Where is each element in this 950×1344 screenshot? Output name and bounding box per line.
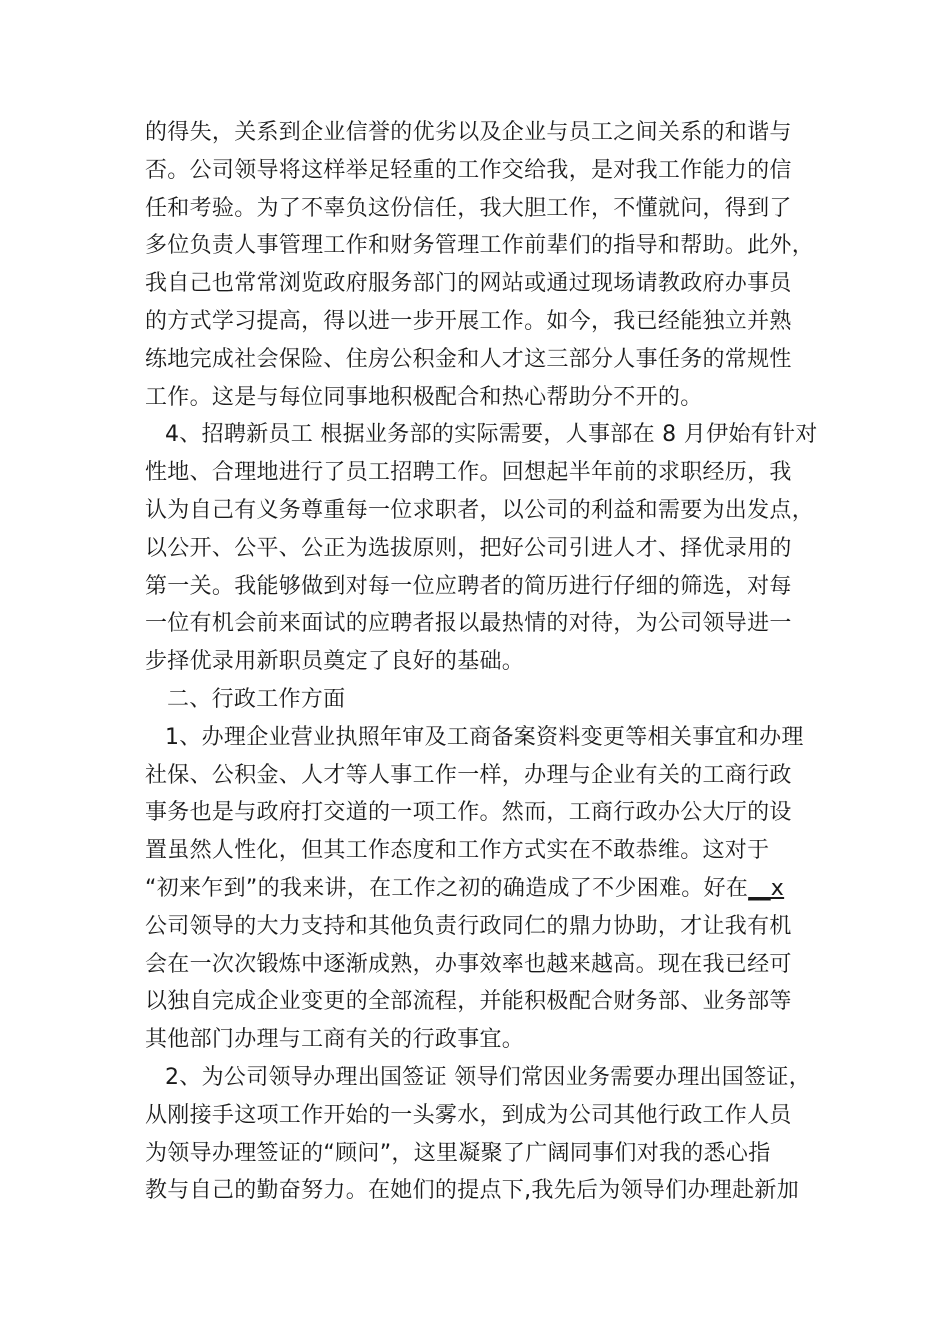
text-line: 其他部门办理与工商有关的行政事宜。 [145,1027,525,1053]
text-line: 多位负责人事管理工作和财务管理工作前辈们的指导和帮助。此外， [145,233,815,259]
paragraph-start-line: 2、为公司领导办理出国签证 领导们常因业务需要办理出国签证， [165,1064,811,1090]
text-line: 教与自己的勤奋努力。在她们的提点下,我先后为领导们办理赴新加 [145,1178,799,1204]
text-line: 事务也是与政府打交道的一项工作。然而，工商行政办公大厅的设 [145,800,792,826]
text-line: 置虽然人性化，但其工作态度和工作方式实在不敢恭维。这对于 [145,838,770,864]
text-line: 否。公司领导将这样举足轻重的工作交给我，是对我工作能力的信 [145,157,792,183]
text-line: 任和考验。为了不辜负这份信任，我大胆工作，不懂就问，得到了 [145,195,792,221]
text-line: 我自己也常常浏览政府服务部门的网站或通过现场请教政府办事员 [145,271,792,297]
text-line: 性地、合理地进行了员工招聘工作。回想起半年前的求职经历，我 [145,460,792,486]
text-line: 的得失，关系到企业信誉的优劣以及企业与员工之间关系的和谐与 [145,120,792,145]
paragraph-start-line: 4、招聘新员工 根据业务部的实际需要，人事部在 8 月伊始有针对 [165,422,818,448]
text-line: 从刚接手这项工作开始的一头雾水，到成为公司其他行政工作人员 [145,1102,792,1128]
text-line: 步择优录用新职员奠定了良好的基础。 [145,649,525,675]
document-body [145,114,825,1210]
text-segment: “初来乍到”的我来讲，在工作之初的确造成了不少困难。好在 [145,875,749,901]
text-line: 公司领导的大力支持和其他负责行政同仁的鼎力协助，才让我有机 [145,913,792,939]
paragraph-start-line: 1、办理企业营业执照年审及工商备案资料变更等相关事宜和办理 [165,724,804,750]
text-line: 一位有机会前来面试的应聘者报以最热情的对待，为公司领导进一 [145,611,792,637]
text-line: 的方式学习提高，得以进一步开展工作。如今，我已经能独立并熟 [145,308,792,334]
section-heading: 二、行政工作方面 [167,686,346,712]
text-line: 第一关。我能够做到对每一位应聘者的简历进行仔细的筛选，对每 [145,573,792,599]
text-line-with-blank [145,870,825,908]
text-line: 工作。这是与每位同事地积极配合和热心帮助分不开的。 [145,384,703,410]
text-line: 以公开、公平、公正为选拔原则，把好公司引进人才、择优录用的 [145,535,792,561]
text-line: 为领导办理签证的“顾问”，这里凝聚了广阔同事们对我的悉心指 [145,1140,771,1166]
text-line: 以独自完成企业变更的全部流程，并能积极配合财务部、业务部等 [145,989,792,1015]
text-line: 会在一次次锻炼中逐渐成熟，办事效率也越来越高。现在我已经可 [145,951,792,977]
text-line: 社保、公积金、人才等人事工作一样，办理与企业有关的工商行政 [145,762,792,788]
text-line: 练地完成社会保险、住房公积金和人才这三部分人事任务的常规性 [145,346,792,372]
blank-field: __x [748,875,785,901]
text-line: 认为自己有义务尊重每一位求职者，以公司的利益和需要为出发点， [145,497,815,523]
